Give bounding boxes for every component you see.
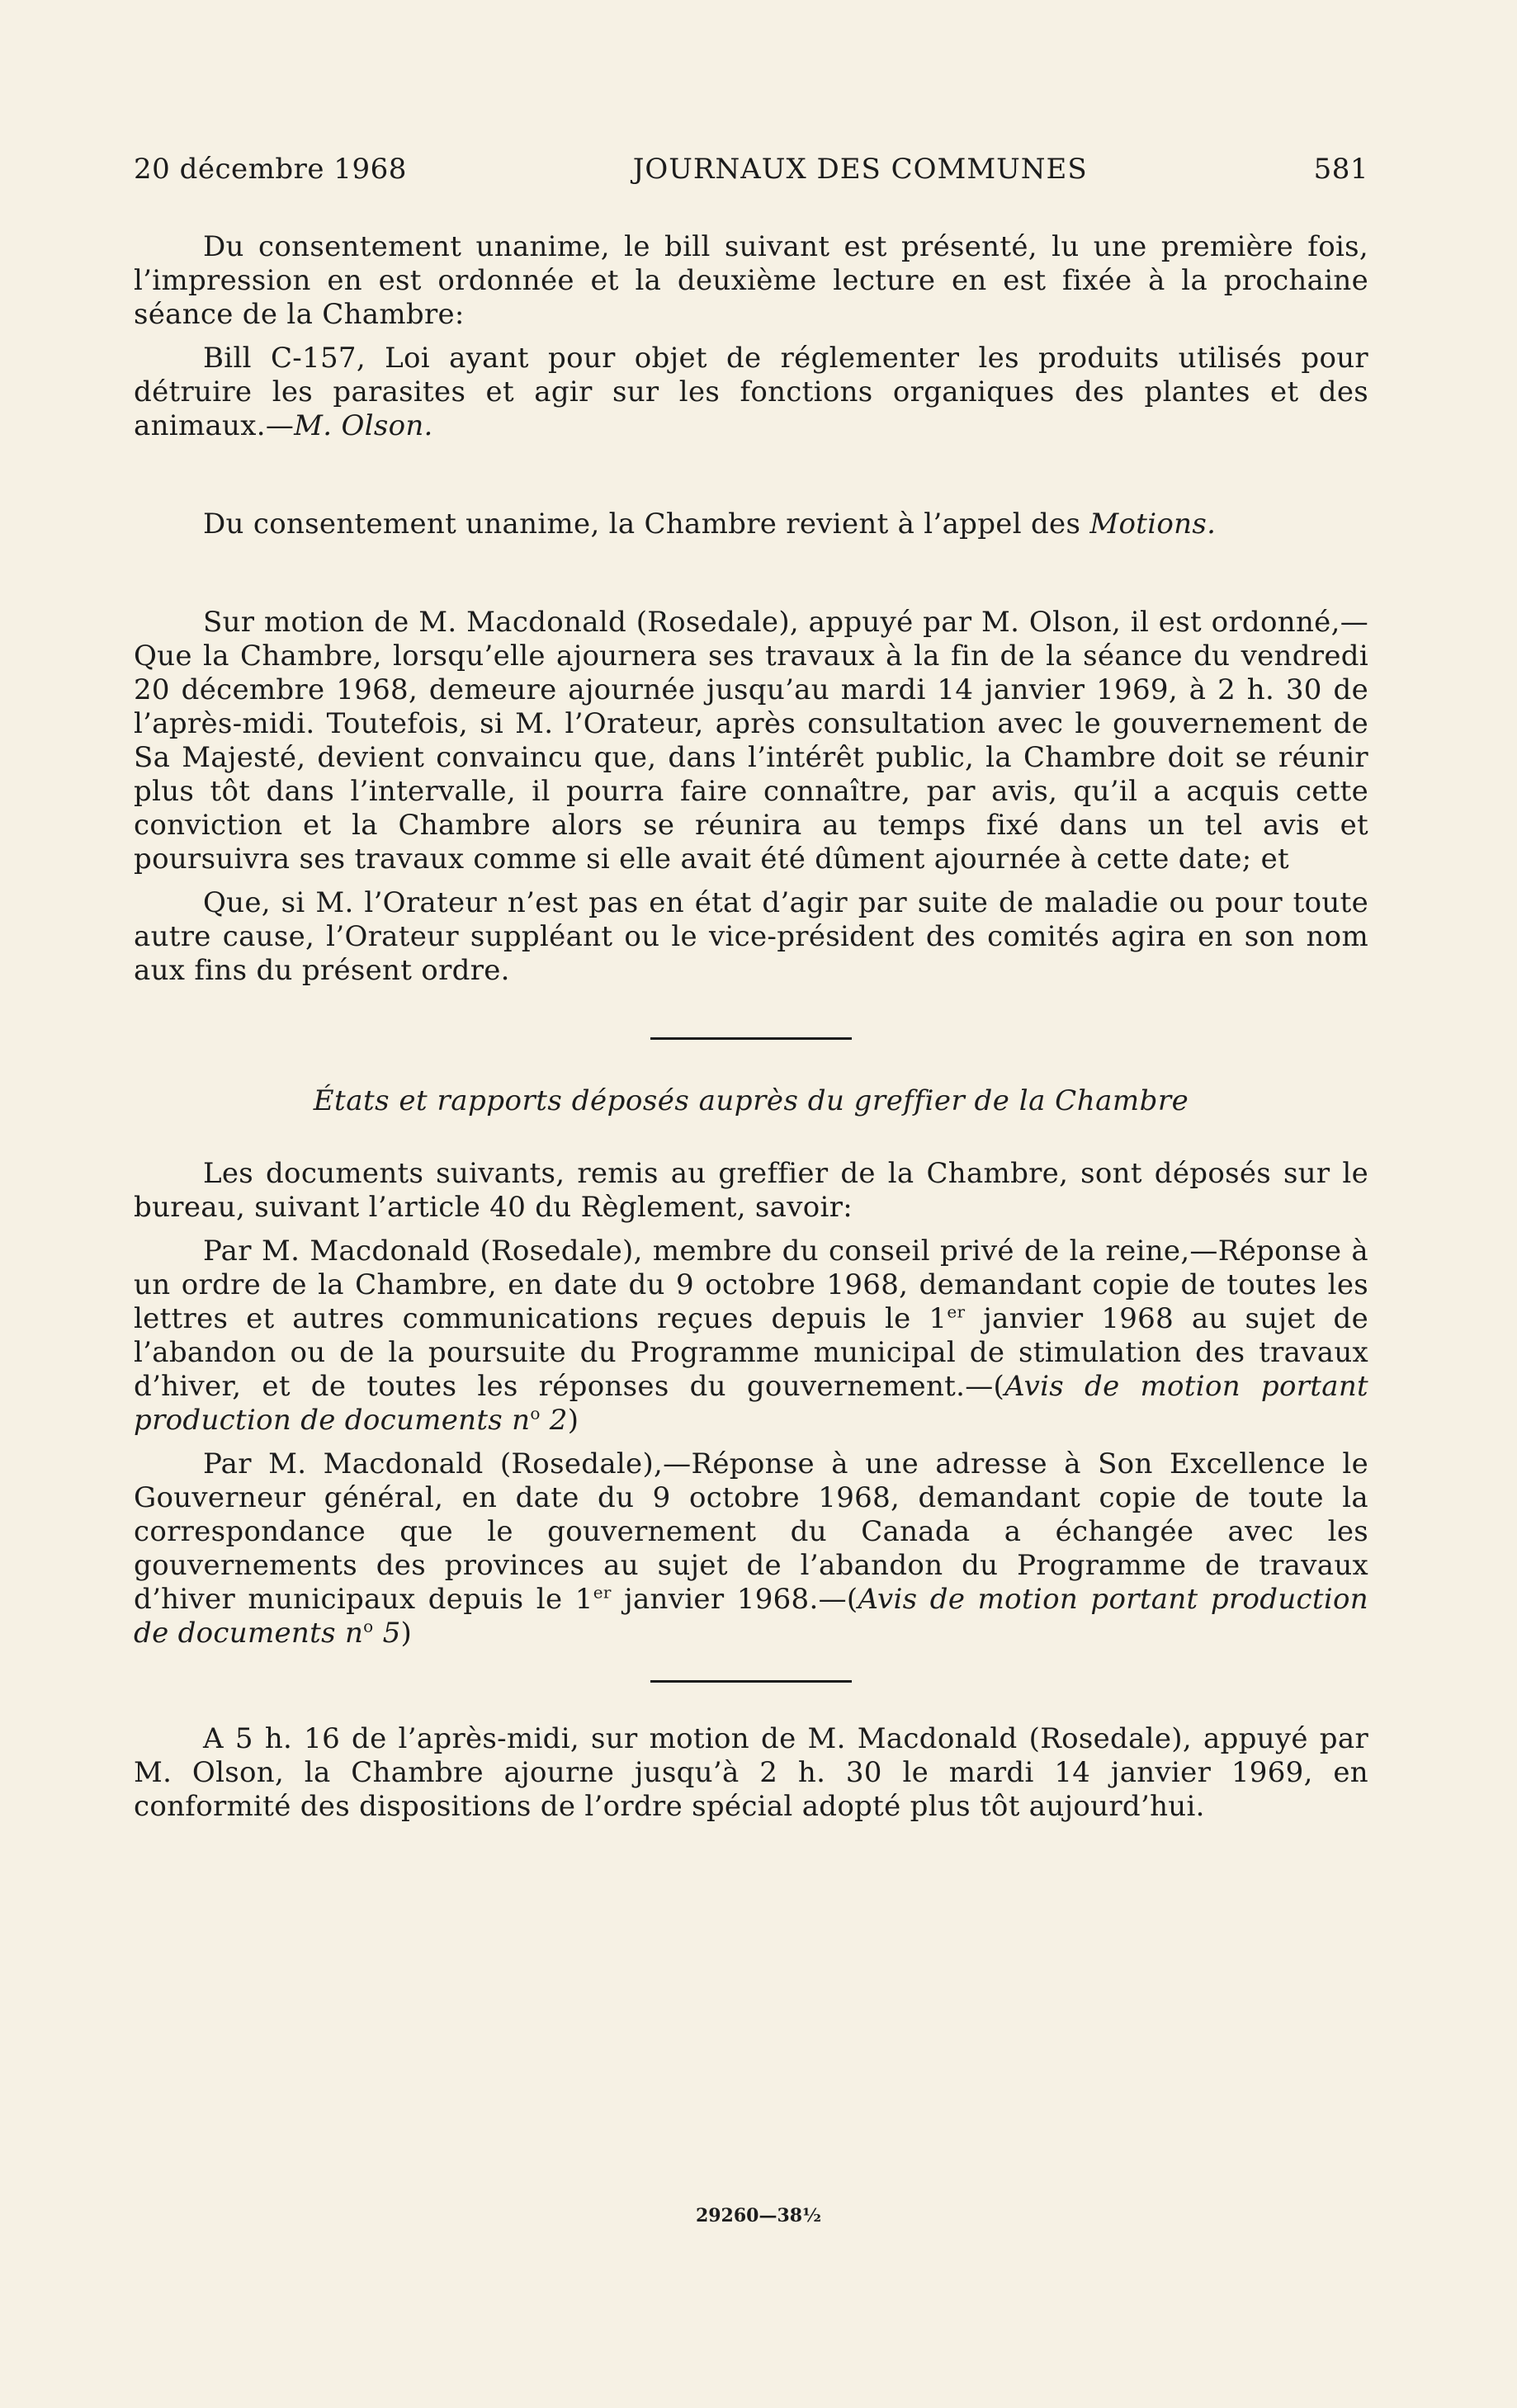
bill-c157-paragraph [134,342,1368,443]
return-1-sup2: o [530,1403,541,1424]
closing-divider [650,1680,852,1683]
bill-text: Bill C-157, Loi ayant pour objet de réglementer les produits utilisés pour détruire les parasites et agir sur les fonctions organiques des plantes et des animaux.— [134,342,1368,442]
bill-introduction-paragraph: Du consentement unanime, le bill suivant est présenté, lu une première fois, l’impression en est ordonnée et la deuxième lecture en est fixée à la prochaine séance de la Chambre: [134,230,1368,331]
documents-intro-paragraph: Les documents suivants, remis au greffier de la Chambre, sont déposés sur le bureau, suivant l’article 40 du Règlement, savoir: [134,1157,1368,1224]
return-2-text-b: janvier 1968.—( [611,1583,858,1616]
return-1-italic-b: 2 [540,1404,568,1437]
return-1-italic-a: Avis de motion portant production de documents n [134,1370,1369,1437]
return-1-text-a: Par M. Macdonald (Rosedale), membre du conseil privé de la reine,—Réponse à un ordre de la Chambre, en date du 9 octobre 1968, demandant copie de toutes les lettres et autres communications reçues depuis le 1 [134,1235,1368,1335]
adjournment-paragraph: A 5 h. 16 de l’après-midi, sur motion de M. Macdonald (Rosedale), appuyé par M. Olson, la Chambre ajourne jusqu’à 2 h. 30 le mardi 14 janvier 1969, en conformité des dispositions de l’ordre spécial adopté plus tôt aujourd’hui. [134,1722,1368,1823]
return-1-paragraph [134,1235,1368,1438]
bill-sponsor: M. Olson. [294,409,433,442]
return-2-italic-a: Avis de motion portant production de documents n [134,1583,1369,1650]
return-2-text-a: Par M. Macdonald (Rosedale),—Réponse à une adresse à Son Excellence le Gouverneur général, en date du 9 octobre 1968, demandant copie de toute la correspondance que le gouvernement du Canada a échangée avec les gouvernements des provinces au sujet de l’abandon du Programme de travaux d’hiver municipaux depuis le 1 [134,1447,1368,1616]
footer-signature: 29260—38½ [695,2205,822,2226]
motions-paragraph [134,508,1368,541]
section-divider [650,1037,852,1040]
header-date: 20 décembre 1968 [134,153,407,186]
motions-text: Du consentement unanime, la Chambre revient à l’appel des [203,508,1090,541]
return-1-text-c: ) [567,1404,579,1437]
return-1-text-b: janvier 1968 au sujet de l’abandon ou de la poursuite du Programme municipal de stimulation des travaux d’hiver, et de toutes les réponses du gouvernement.—( [134,1302,1368,1403]
adjournment-order-paragraph: Sur motion de M. Macdonald (Rosedale), appuyé par M. Olson, il est ordonné,—Que la Chambre, lorsqu’elle ajournera ses travaux à la fin de la séance du vendredi 20 décembre 1968, demeure ajournée jusqu’au mardi 14 janvier 1969, à 2 h. 30 de l’après-midi. Toutefois, si M. l’Orateur, après consultation avec le gouvernement de Sa Majesté, devient convaincu que, dans l’intérêt public, la Chambre doit se réunir plus tôt dans l’intervalle, il pourra faire connaître, par avis, qu’il a acquis cette conviction et la Chambre alors se réunira au temps fixé dans un tel avis et poursuivra ses travaux comme si elle avait été dûment ajournée à cette date; et [134,606,1368,876]
journal-title: JOURNAUX DES COMMUNES [632,153,1088,186]
return-2-italic-b: 5 [373,1617,401,1650]
return-1-sup: er [947,1301,966,1322]
speaker-paragraph: Que, si M. l’Orateur n’est pas en état d’agir par suite de maladie ou pour toute autre cause, l’Orateur suppléant ou le vice-président des comités agira en son nom aux fins du présent ordre. [134,886,1368,987]
return-2-text-c: ) [400,1617,413,1650]
running-header [134,153,1368,186]
section-title: États et rapports déposés auprès du greffier de la Chambre [313,1084,1189,1117]
return-2-paragraph [134,1447,1368,1650]
return-2-sup2: o [363,1616,374,1636]
page [134,153,1368,1824]
page-number: 581 [1313,153,1368,186]
return-2-sup: er [593,1582,612,1603]
motions-italic: Motions. [1089,508,1217,541]
